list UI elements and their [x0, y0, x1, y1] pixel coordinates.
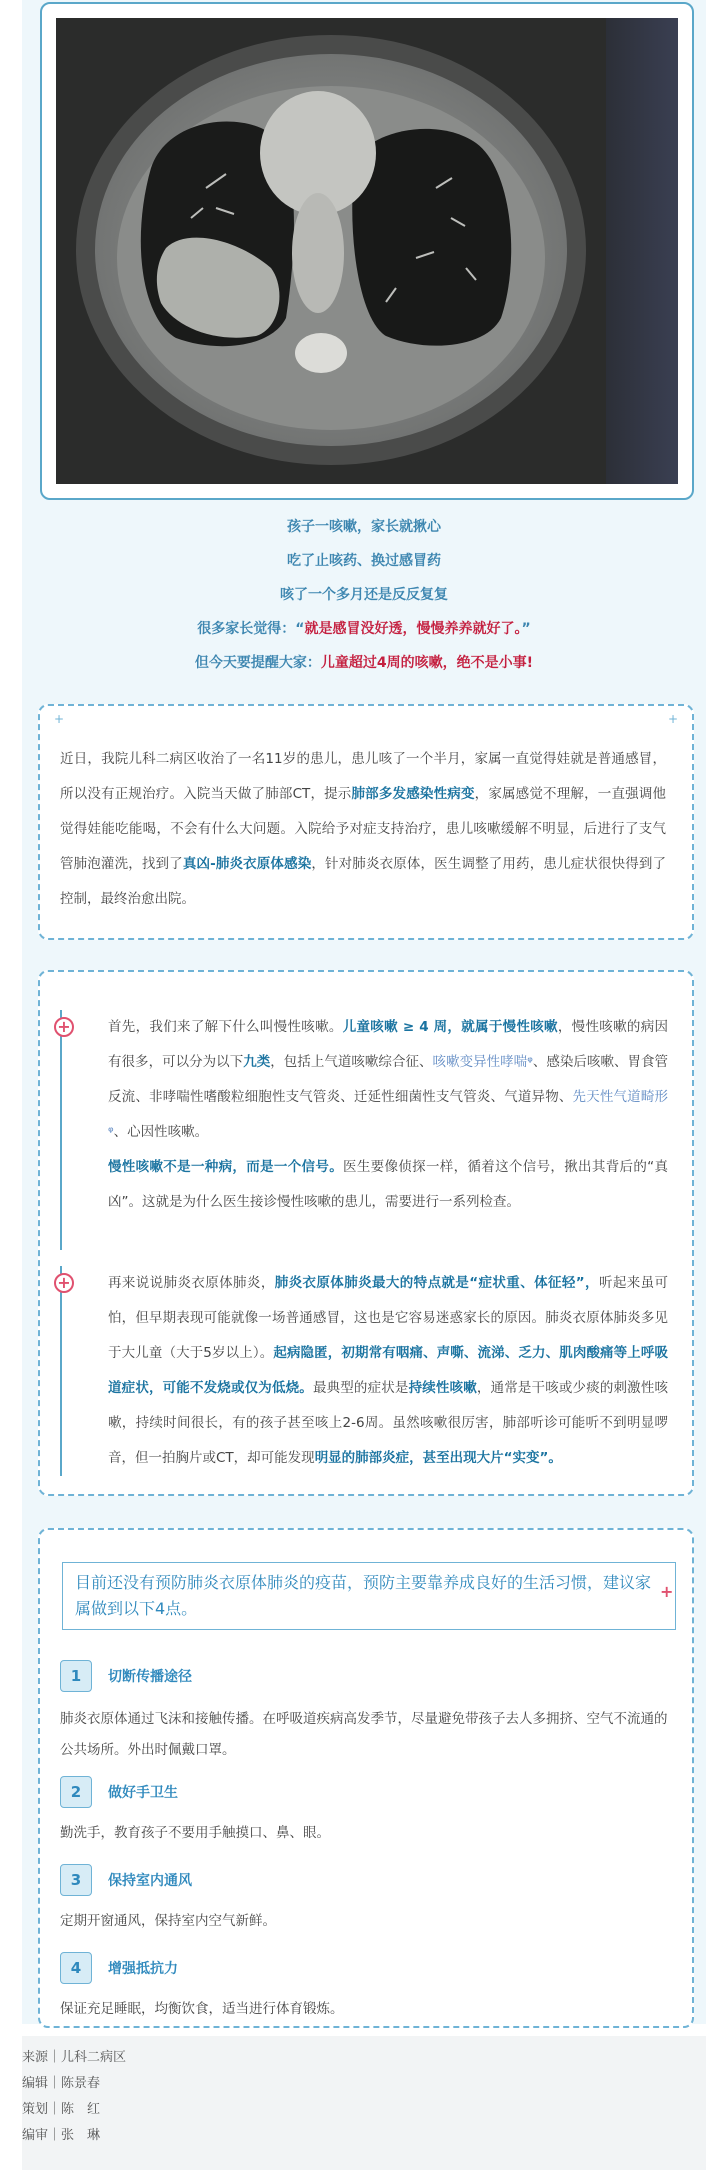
- explanation-box: [38, 970, 694, 1496]
- decor-plus-icon: +: [667, 712, 678, 726]
- case-paragraph: 近日，我院儿科二病区收治了一名11岁的患儿，患儿咳了一个半月，家属一直觉得娃就是普通感冒，所以没有正规治疗。入院当天做了肺部CT，提示肺部多发感染性病变，家属感觉不理解，一直强调他觉得娃能吃能喝，不会有什么大问题。入院给予对症支持治疗，患儿咳嗽缓解不明显，后进行了支气管肺泡灌洗，找到了真凶-肺炎衣原体感染，针对肺炎衣原体，医生调整了用药，患儿症状很快得到了控制，最终治愈出院。: [60, 751, 667, 907]
- intro-line-3: 咳了一个多月还是反反复复: [280, 587, 448, 603]
- search-icon: ᵠ: [527, 1054, 533, 1070]
- intro-line-5: 但今天要提醒大家：儿童超过4周的咳嗽，绝不是小事!: [194, 655, 534, 671]
- step-body: 保证充足睡眠，均衡饮食，适当进行体育锻炼。: [60, 2001, 344, 2017]
- step-body: 肺炎衣原体通过飞沫和接触传播。在呼吸道疾病高发季节，尽量避免带孩子去人多拥挤、空气不流通的公共场所。外出时佩戴口罩。: [60, 1711, 668, 1758]
- credits-footer: [22, 2036, 706, 2170]
- ct-image-card: [40, 2, 694, 500]
- credit-editor: 编辑｜陈景春: [22, 2076, 101, 2091]
- step-title: 做好手卫生: [108, 1785, 178, 1801]
- chronic-cough-text: 首先，我们来了解下什么叫慢性咳嗽。儿童咳嗽 ≥ 4 周，就属于慢性咳嗽，慢性咳嗽的病因有很多，可以分为以下九类，包括上气道咳嗽综合征、咳嗽变异性哮喘ᵠ、感染后咳嗽、胃食管反流、非哮喘性嗜酸粒细胞性支气管炎、迁延性细菌性支气管炎、气道异物、先天性气道畸形ᵠ、心因性咳嗽。 慢性咳嗽不是一种病，而是一个信号。医生要像侦探一样，循着这个信号，揪出其背后的“真凶”。这就是为什么医生接诊慢性咳嗽的患儿，需要进行一系列检查。: [108, 1019, 669, 1210]
- intro-line-1: 孩子一咳嗽，家长就揪心: [287, 519, 441, 535]
- credit-source: 来源｜儿科二病区: [22, 2050, 127, 2065]
- section-chronic-cough: [57, 1010, 674, 1250]
- section-chlamydia-pneumonia: [57, 1266, 674, 1476]
- search-icon: ᵠ: [108, 1124, 114, 1140]
- step-number: 1: [60, 1660, 92, 1692]
- ct-scan-image: [56, 18, 678, 484]
- step-number: 3: [60, 1864, 92, 1896]
- prevention-note: 目前还没有预防肺炎衣原体肺炎的疫苗，预防主要靠养成良好的生活习惯，建议家属做到以下4点。: [62, 1562, 676, 1630]
- link-cough-variant-asthma[interactable]: 咳嗽变异性哮喘: [432, 1054, 528, 1070]
- decor-plus-icon: +: [54, 712, 65, 726]
- step-title: 保持室内通风: [108, 1873, 192, 1889]
- case-box: [38, 704, 694, 940]
- intro-line-4: 很多家长觉得：“就是感冒没好透，慢慢养养就好了。”: [197, 621, 531, 637]
- intro-line-2: 吃了止咳药、换过感冒药: [287, 553, 441, 569]
- step-title: 增强抵抗力: [108, 1961, 178, 1977]
- plus-circle-icon: +: [54, 1273, 74, 1293]
- plus-circle-icon: +: [54, 1017, 74, 1037]
- credit-planner: 策划｜陈 红: [22, 2102, 101, 2117]
- plus-decor-icon: +: [660, 1582, 674, 1601]
- step-body: 定期开窗通风，保持室内空气新鲜。: [60, 1913, 276, 1929]
- step-number: 2: [60, 1776, 92, 1808]
- intro-lines: [0, 510, 728, 680]
- credit-reviewer: 编审｜张 琳: [22, 2128, 101, 2143]
- chlamydia-text: 再来说说肺炎衣原体肺炎，肺炎衣原体肺炎最大的特点就是“症状重、体征轻”，听起来虽可怕，但早期表现可能就像一场普通感冒，这也是它容易迷惑家长的原因。肺炎衣原体肺炎多见于大儿童（大于5岁以上）。起病隐匿，初期常有咽痛、声嘶、流涕、乏力、肌肉酸痛等上呼吸道症状，可能不发烧或仅为低烧。最典型的症状是持续性咳嗽，通常是干咳或少痰的刺激性咳嗽，持续时间很长，有的孩子甚至咳上2-6周。虽然咳嗽很厉害，肺部听诊可能听不到明显啰音，但一拍胸片或CT，却可能发现明显的肺部炎症，甚至出现大片“实变”。: [108, 1275, 669, 1466]
- step-title: 切断传播途径: [108, 1669, 192, 1685]
- step-body: 勤洗手，教育孩子不要用手触摸口、鼻、眼。: [60, 1825, 330, 1841]
- link-congenital-airway[interactable]: 先天性气道畸形: [572, 1089, 669, 1105]
- prevention-box: [38, 1528, 694, 2028]
- step-number: 4: [60, 1952, 92, 1984]
